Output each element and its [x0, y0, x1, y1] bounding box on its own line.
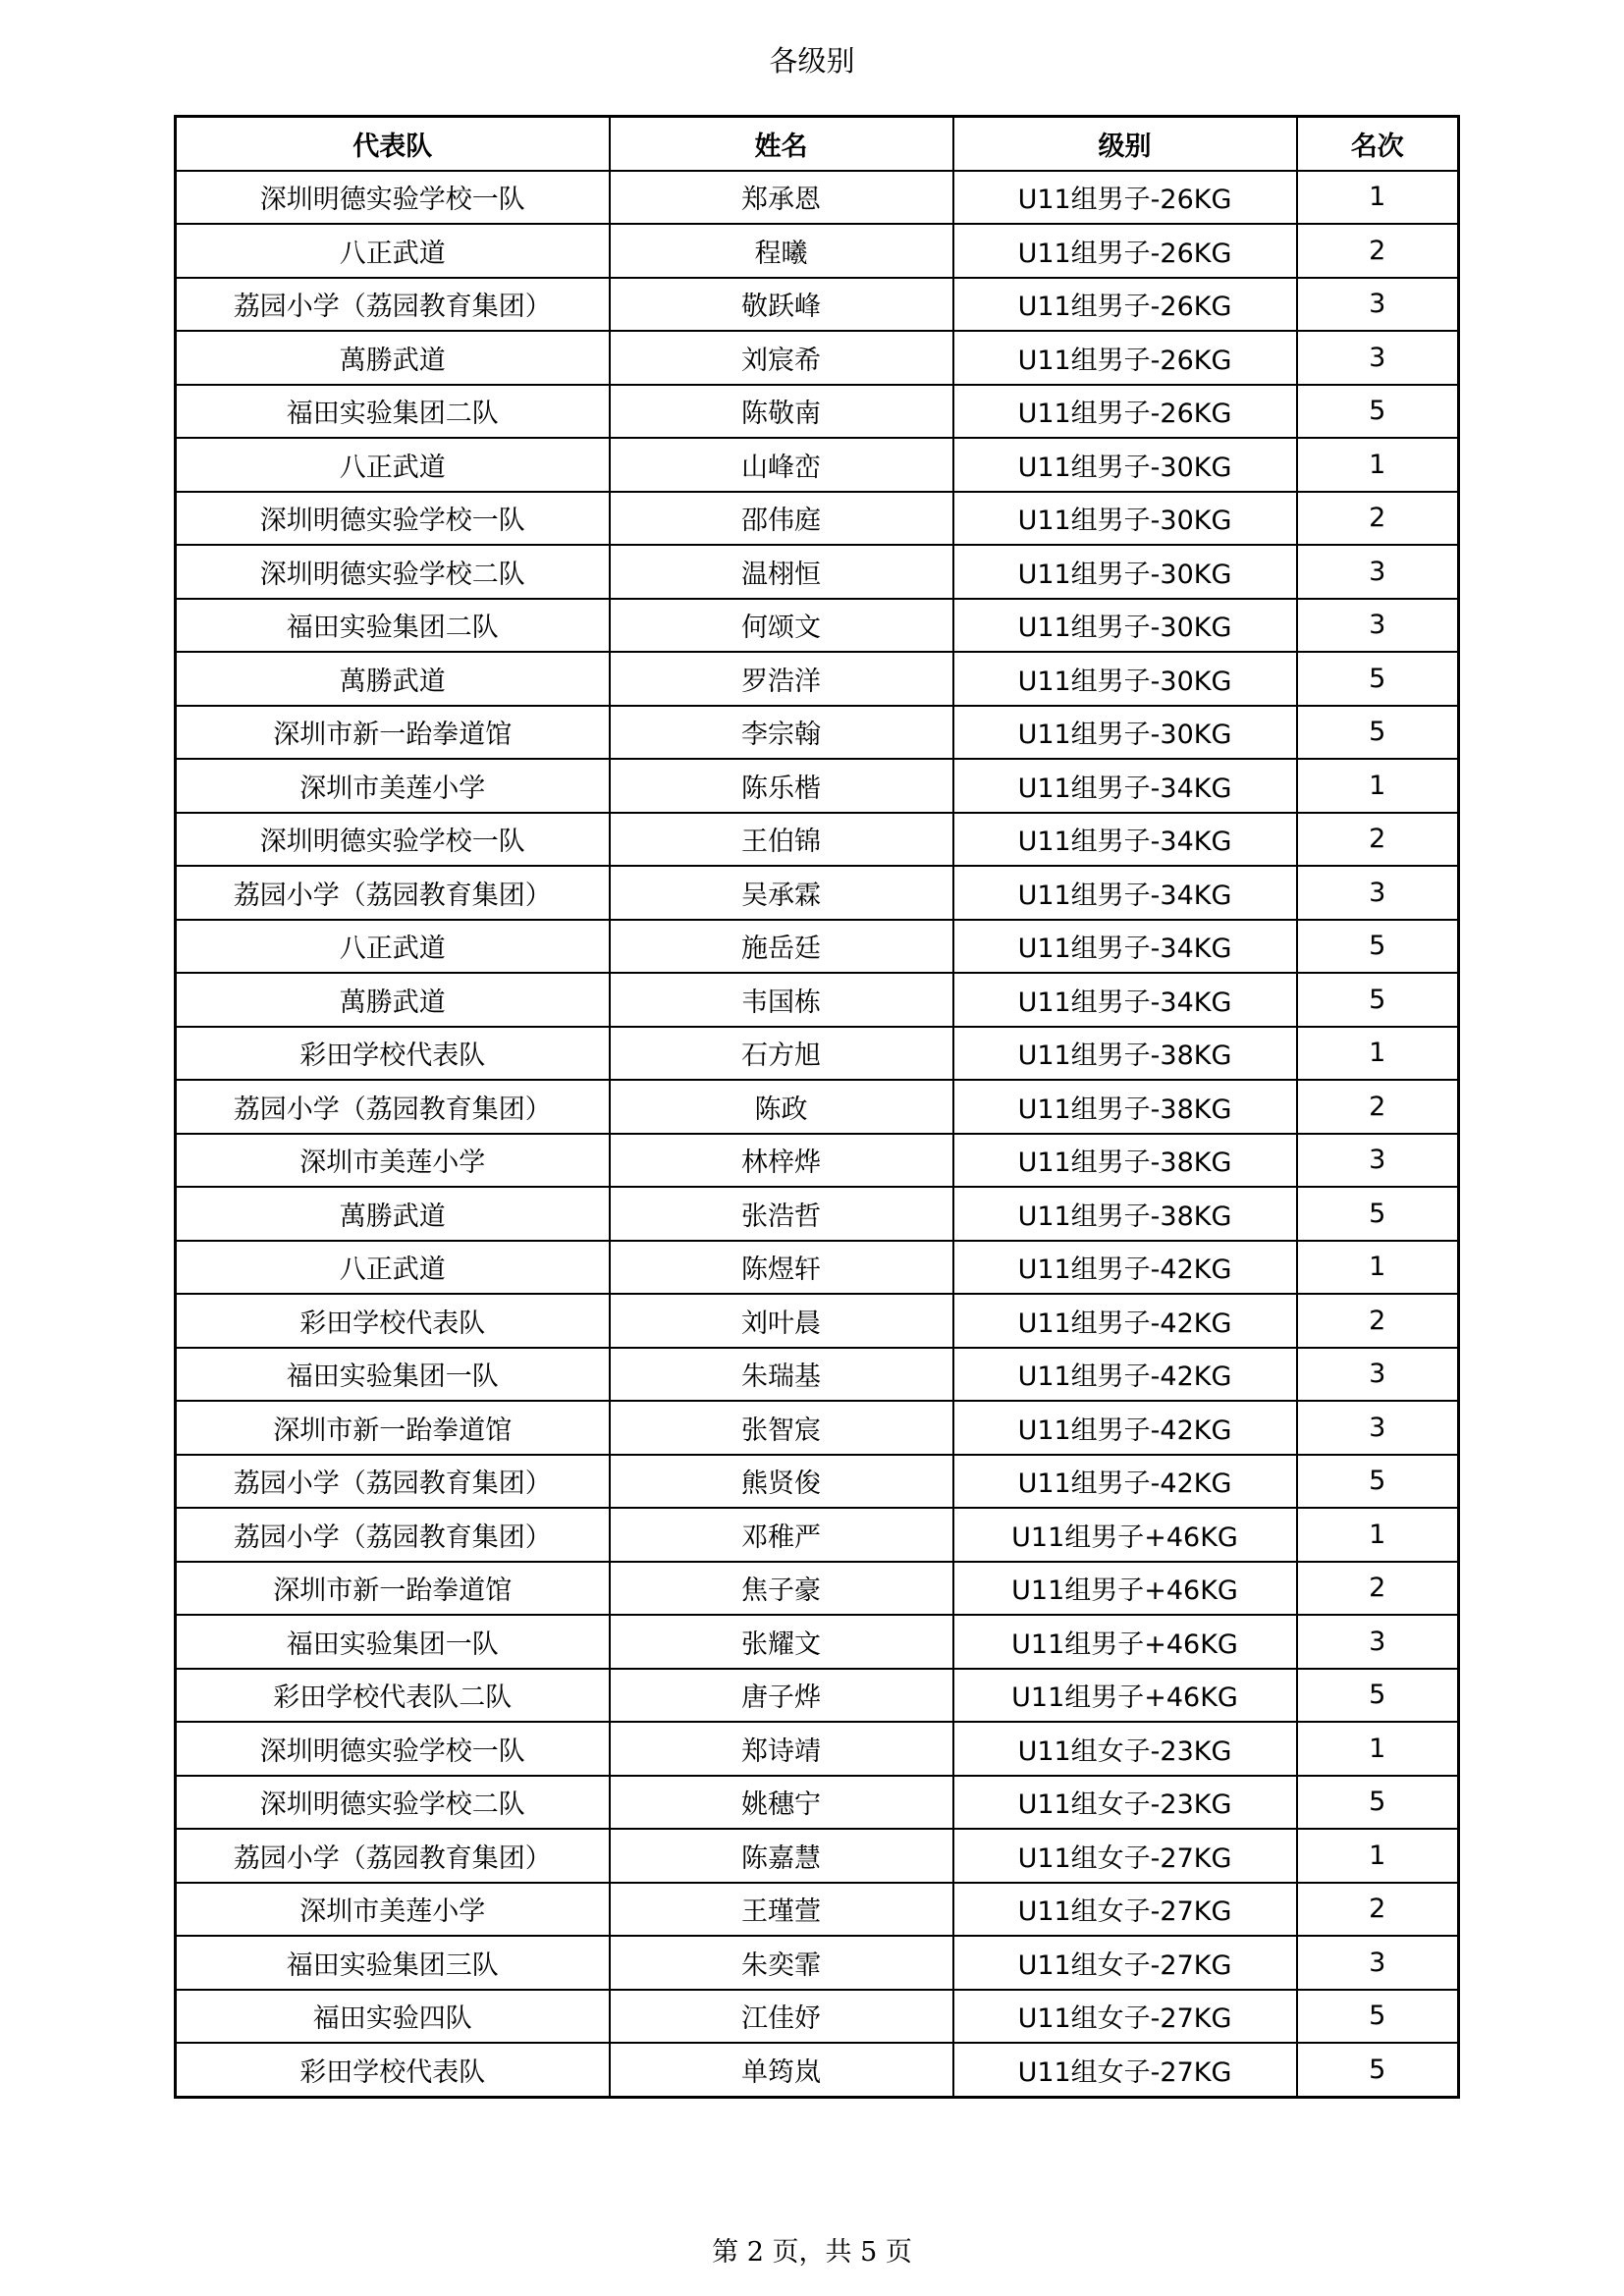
- rank-cell: 1: [1297, 759, 1459, 813]
- team-cell: 荔园小学（荔园教育集团）: [176, 1080, 610, 1134]
- table-row: [176, 278, 1459, 332]
- weight-class-cell: U11组男子-34KG: [953, 813, 1297, 867]
- results-body: [176, 171, 1459, 2098]
- team-cell: 荔园小学（荔园教育集团）: [176, 1508, 610, 1562]
- athlete-name-cell: 陈嘉慧: [610, 1829, 953, 1883]
- team-cell: 深圳明德实验学校一队: [176, 813, 610, 867]
- weight-class-cell: U11组男子-34KG: [953, 973, 1297, 1027]
- weight-class-cell: U11组女子-23KG: [953, 1776, 1297, 1830]
- weight-class-cell: U11组男子-26KG: [953, 385, 1297, 439]
- weight-class-cell: U11组女子-27KG: [953, 1883, 1297, 1937]
- weight-class-cell: U11组女子-27KG: [953, 1829, 1297, 1883]
- table-row: [176, 1829, 1459, 1883]
- team-cell: 深圳市新一跆拳道馆: [176, 1401, 610, 1455]
- results-table: [174, 115, 1460, 2099]
- team-cell: 荔园小学（荔园教育集团）: [176, 866, 610, 920]
- athlete-name-cell: 吴承霖: [610, 866, 953, 920]
- athlete-name-cell: 郑诗靖: [610, 1722, 953, 1776]
- team-cell: 深圳明德实验学校二队: [176, 545, 610, 599]
- table-row: [176, 1455, 1459, 1509]
- rank-cell: 1: [1297, 1829, 1459, 1883]
- rank-cell: 5: [1297, 1776, 1459, 1830]
- team-cell: 荔园小学（荔园教育集团）: [176, 1455, 610, 1509]
- table-row: [176, 492, 1459, 546]
- team-cell: 深圳市美莲小学: [176, 1134, 610, 1188]
- team-cell: 萬勝武道: [176, 652, 610, 706]
- table-row: [176, 1508, 1459, 1562]
- team-cell: 福田实验集团二队: [176, 385, 610, 439]
- weight-class-cell: U11组男子-26KG: [953, 331, 1297, 385]
- table-row: [176, 706, 1459, 760]
- weight-class-cell: U11组男子+46KG: [953, 1562, 1297, 1616]
- team-cell: 荔园小学（荔园教育集团）: [176, 1829, 610, 1883]
- team-cell: 彩田学校代表队: [176, 1027, 610, 1081]
- header-rank: 名次: [1297, 117, 1459, 171]
- weight-class-cell: U11组男子+46KG: [953, 1508, 1297, 1562]
- athlete-name-cell: 敬跃峰: [610, 278, 953, 332]
- weight-class-cell: U11组男子-26KG: [953, 171, 1297, 225]
- athlete-name-cell: 江佳妤: [610, 1990, 953, 2044]
- table-row: [176, 1883, 1459, 1937]
- table-row: [176, 1187, 1459, 1241]
- header-athlete-name: 姓名: [610, 117, 953, 171]
- table-row: [176, 438, 1459, 492]
- table-row: [176, 545, 1459, 599]
- rank-cell: 3: [1297, 545, 1459, 599]
- weight-class-cell: U11组男子-42KG: [953, 1455, 1297, 1509]
- table-row: [176, 813, 1459, 867]
- team-cell: 荔园小学（荔园教育集团）: [176, 278, 610, 332]
- rank-cell: 5: [1297, 1187, 1459, 1241]
- team-cell: 萬勝武道: [176, 331, 610, 385]
- table-row: [176, 1241, 1459, 1295]
- athlete-name-cell: 石方旭: [610, 1027, 953, 1081]
- weight-class-cell: U11组女子-27KG: [953, 1936, 1297, 1990]
- athlete-name-cell: 罗浩洋: [610, 652, 953, 706]
- athlete-name-cell: 山峰峦: [610, 438, 953, 492]
- team-cell: 深圳明德实验学校一队: [176, 1722, 610, 1776]
- athlete-name-cell: 李宗翰: [610, 706, 953, 760]
- table-row: [176, 866, 1459, 920]
- athlete-name-cell: 唐子烨: [610, 1669, 953, 1723]
- team-cell: 萬勝武道: [176, 973, 610, 1027]
- weight-class-cell: U11组男子-38KG: [953, 1134, 1297, 1188]
- team-cell: 八正武道: [176, 438, 610, 492]
- rank-cell: 2: [1297, 224, 1459, 278]
- athlete-name-cell: 张浩哲: [610, 1187, 953, 1241]
- weight-class-cell: U11组男子+46KG: [953, 1615, 1297, 1669]
- rank-cell: 5: [1297, 973, 1459, 1027]
- rank-cell: 2: [1297, 492, 1459, 546]
- rank-cell: 5: [1297, 385, 1459, 439]
- rank-cell: 5: [1297, 706, 1459, 760]
- team-cell: 福田实验集团一队: [176, 1615, 610, 1669]
- rank-cell: 1: [1297, 1722, 1459, 1776]
- weight-class-cell: U11组男子-34KG: [953, 920, 1297, 974]
- team-cell: 深圳市新一跆拳道馆: [176, 1562, 610, 1616]
- athlete-name-cell: 朱瑞基: [610, 1348, 953, 1402]
- rank-cell: 5: [1297, 920, 1459, 974]
- rank-cell: 2: [1297, 1562, 1459, 1616]
- rank-cell: 2: [1297, 813, 1459, 867]
- weight-class-cell: U11组女子-27KG: [953, 1990, 1297, 2044]
- team-cell: 福田实验集团三队: [176, 1936, 610, 1990]
- athlete-name-cell: 陈煜轩: [610, 1241, 953, 1295]
- athlete-name-cell: 张耀文: [610, 1615, 953, 1669]
- table-row: [176, 1348, 1459, 1402]
- table-row: [176, 759, 1459, 813]
- table-row: [176, 385, 1459, 439]
- team-cell: 福田实验集团一队: [176, 1348, 610, 1402]
- rank-cell: 3: [1297, 1936, 1459, 1990]
- weight-class-cell: U11组男子-30KG: [953, 438, 1297, 492]
- athlete-name-cell: 韦国栋: [610, 973, 953, 1027]
- rank-cell: 1: [1297, 1027, 1459, 1081]
- rank-cell: 5: [1297, 652, 1459, 706]
- weight-class-cell: U11组男子-42KG: [953, 1348, 1297, 1402]
- team-cell: 萬勝武道: [176, 1187, 610, 1241]
- weight-class-cell: U11组男子-26KG: [953, 224, 1297, 278]
- rank-cell: 2: [1297, 1294, 1459, 1348]
- athlete-name-cell: 施岳廷: [610, 920, 953, 974]
- athlete-name-cell: 陈乐楷: [610, 759, 953, 813]
- athlete-name-cell: 单筠岚: [610, 2043, 953, 2097]
- rank-cell: 3: [1297, 599, 1459, 653]
- header-row: [176, 117, 1459, 171]
- athlete-name-cell: 邵伟庭: [610, 492, 953, 546]
- table-row: [176, 1669, 1459, 1723]
- team-cell: 深圳明德实验学校一队: [176, 492, 610, 546]
- athlete-name-cell: 郑承恩: [610, 171, 953, 225]
- athlete-name-cell: 姚穗宁: [610, 1776, 953, 1830]
- weight-class-cell: U11组男子-30KG: [953, 545, 1297, 599]
- rank-cell: 2: [1297, 1883, 1459, 1937]
- table-row: [176, 652, 1459, 706]
- athlete-name-cell: 焦子豪: [610, 1562, 953, 1616]
- rank-cell: 2: [1297, 1080, 1459, 1134]
- table-row: [176, 973, 1459, 1027]
- table-row: [176, 1027, 1459, 1081]
- weight-class-cell: U11组男子+46KG: [953, 1669, 1297, 1723]
- athlete-name-cell: 刘宸希: [610, 331, 953, 385]
- rank-cell: 3: [1297, 278, 1459, 332]
- page-title: 各级别: [769, 44, 855, 78]
- weight-class-cell: U11组女子-23KG: [953, 1722, 1297, 1776]
- table-row: [176, 1722, 1459, 1776]
- rank-cell: 1: [1297, 171, 1459, 225]
- athlete-name-cell: 陈政: [610, 1080, 953, 1134]
- weight-class-cell: U11组男子-34KG: [953, 759, 1297, 813]
- table-row: [176, 1401, 1459, 1455]
- weight-class-cell: U11组女子-27KG: [953, 2043, 1297, 2097]
- header-team: 代表队: [176, 117, 610, 171]
- team-cell: 彩田学校代表队: [176, 1294, 610, 1348]
- team-cell: 深圳市美莲小学: [176, 759, 610, 813]
- rank-cell: 1: [1297, 438, 1459, 492]
- table-row: [176, 2043, 1459, 2097]
- athlete-name-cell: 朱奕霏: [610, 1936, 953, 1990]
- team-cell: 深圳市新一跆拳道馆: [176, 706, 610, 760]
- table-row: [176, 1080, 1459, 1134]
- weight-class-cell: U11组男子-42KG: [953, 1294, 1297, 1348]
- weight-class-cell: U11组男子-42KG: [953, 1241, 1297, 1295]
- table-row: [176, 599, 1459, 653]
- athlete-name-cell: 王瑾萱: [610, 1883, 953, 1937]
- table-row: [176, 224, 1459, 278]
- rank-cell: 3: [1297, 1401, 1459, 1455]
- weight-class-cell: U11组男子-42KG: [953, 1401, 1297, 1455]
- athlete-name-cell: 张智宸: [610, 1401, 953, 1455]
- table-row: [176, 1294, 1459, 1348]
- athlete-name-cell: 熊贤俊: [610, 1455, 953, 1509]
- table-row: [176, 920, 1459, 974]
- weight-class-cell: U11组男子-38KG: [953, 1187, 1297, 1241]
- team-cell: 深圳市美莲小学: [176, 1883, 610, 1937]
- rank-cell: 3: [1297, 866, 1459, 920]
- team-cell: 八正武道: [176, 224, 610, 278]
- athlete-name-cell: 何颂文: [610, 599, 953, 653]
- team-cell: 福田实验集团二队: [176, 599, 610, 653]
- rank-cell: 1: [1297, 1508, 1459, 1562]
- table-row: [176, 1615, 1459, 1669]
- weight-class-cell: U11组男子-30KG: [953, 652, 1297, 706]
- team-cell: 八正武道: [176, 1241, 610, 1295]
- weight-class-cell: U11组男子-34KG: [953, 866, 1297, 920]
- table-row: [176, 171, 1459, 225]
- table-row: [176, 1776, 1459, 1830]
- team-cell: 八正武道: [176, 920, 610, 974]
- athlete-name-cell: 刘叶晨: [610, 1294, 953, 1348]
- athlete-name-cell: 王伯锦: [610, 813, 953, 867]
- rank-cell: 3: [1297, 1134, 1459, 1188]
- weight-class-cell: U11组男子-38KG: [953, 1080, 1297, 1134]
- rank-cell: 1: [1297, 1241, 1459, 1295]
- athlete-name-cell: 程曦: [610, 224, 953, 278]
- rank-cell: 3: [1297, 331, 1459, 385]
- weight-class-cell: U11组男子-30KG: [953, 599, 1297, 653]
- team-cell: 彩田学校代表队二队: [176, 1669, 610, 1723]
- page-number-footer: 第 2 页，共 5 页: [712, 2237, 912, 2268]
- weight-class-cell: U11组男子-30KG: [953, 492, 1297, 546]
- team-cell: 彩田学校代表队: [176, 2043, 610, 2097]
- team-cell: 深圳明德实验学校一队: [176, 171, 610, 225]
- athlete-name-cell: 邓稚严: [610, 1508, 953, 1562]
- table-row: [176, 331, 1459, 385]
- athlete-name-cell: 陈敬南: [610, 385, 953, 439]
- table-row: [176, 1134, 1459, 1188]
- rank-cell: 5: [1297, 1455, 1459, 1509]
- table-row: [176, 1562, 1459, 1616]
- rank-cell: 5: [1297, 1990, 1459, 2044]
- table-row: [176, 1990, 1459, 2044]
- rank-cell: 3: [1297, 1615, 1459, 1669]
- weight-class-cell: U11组男子-26KG: [953, 278, 1297, 332]
- rank-cell: 3: [1297, 1348, 1459, 1402]
- weight-class-cell: U11组男子-30KG: [953, 706, 1297, 760]
- weight-class-cell: U11组男子-38KG: [953, 1027, 1297, 1081]
- athlete-name-cell: 林梓烨: [610, 1134, 953, 1188]
- table-row: [176, 1936, 1459, 1990]
- athlete-name-cell: 温栩恒: [610, 545, 953, 599]
- rank-cell: 5: [1297, 2043, 1459, 2097]
- team-cell: 深圳明德实验学校二队: [176, 1776, 610, 1830]
- rank-cell: 5: [1297, 1669, 1459, 1723]
- team-cell: 福田实验四队: [176, 1990, 610, 2044]
- header-weight-class: 级别: [953, 117, 1297, 171]
